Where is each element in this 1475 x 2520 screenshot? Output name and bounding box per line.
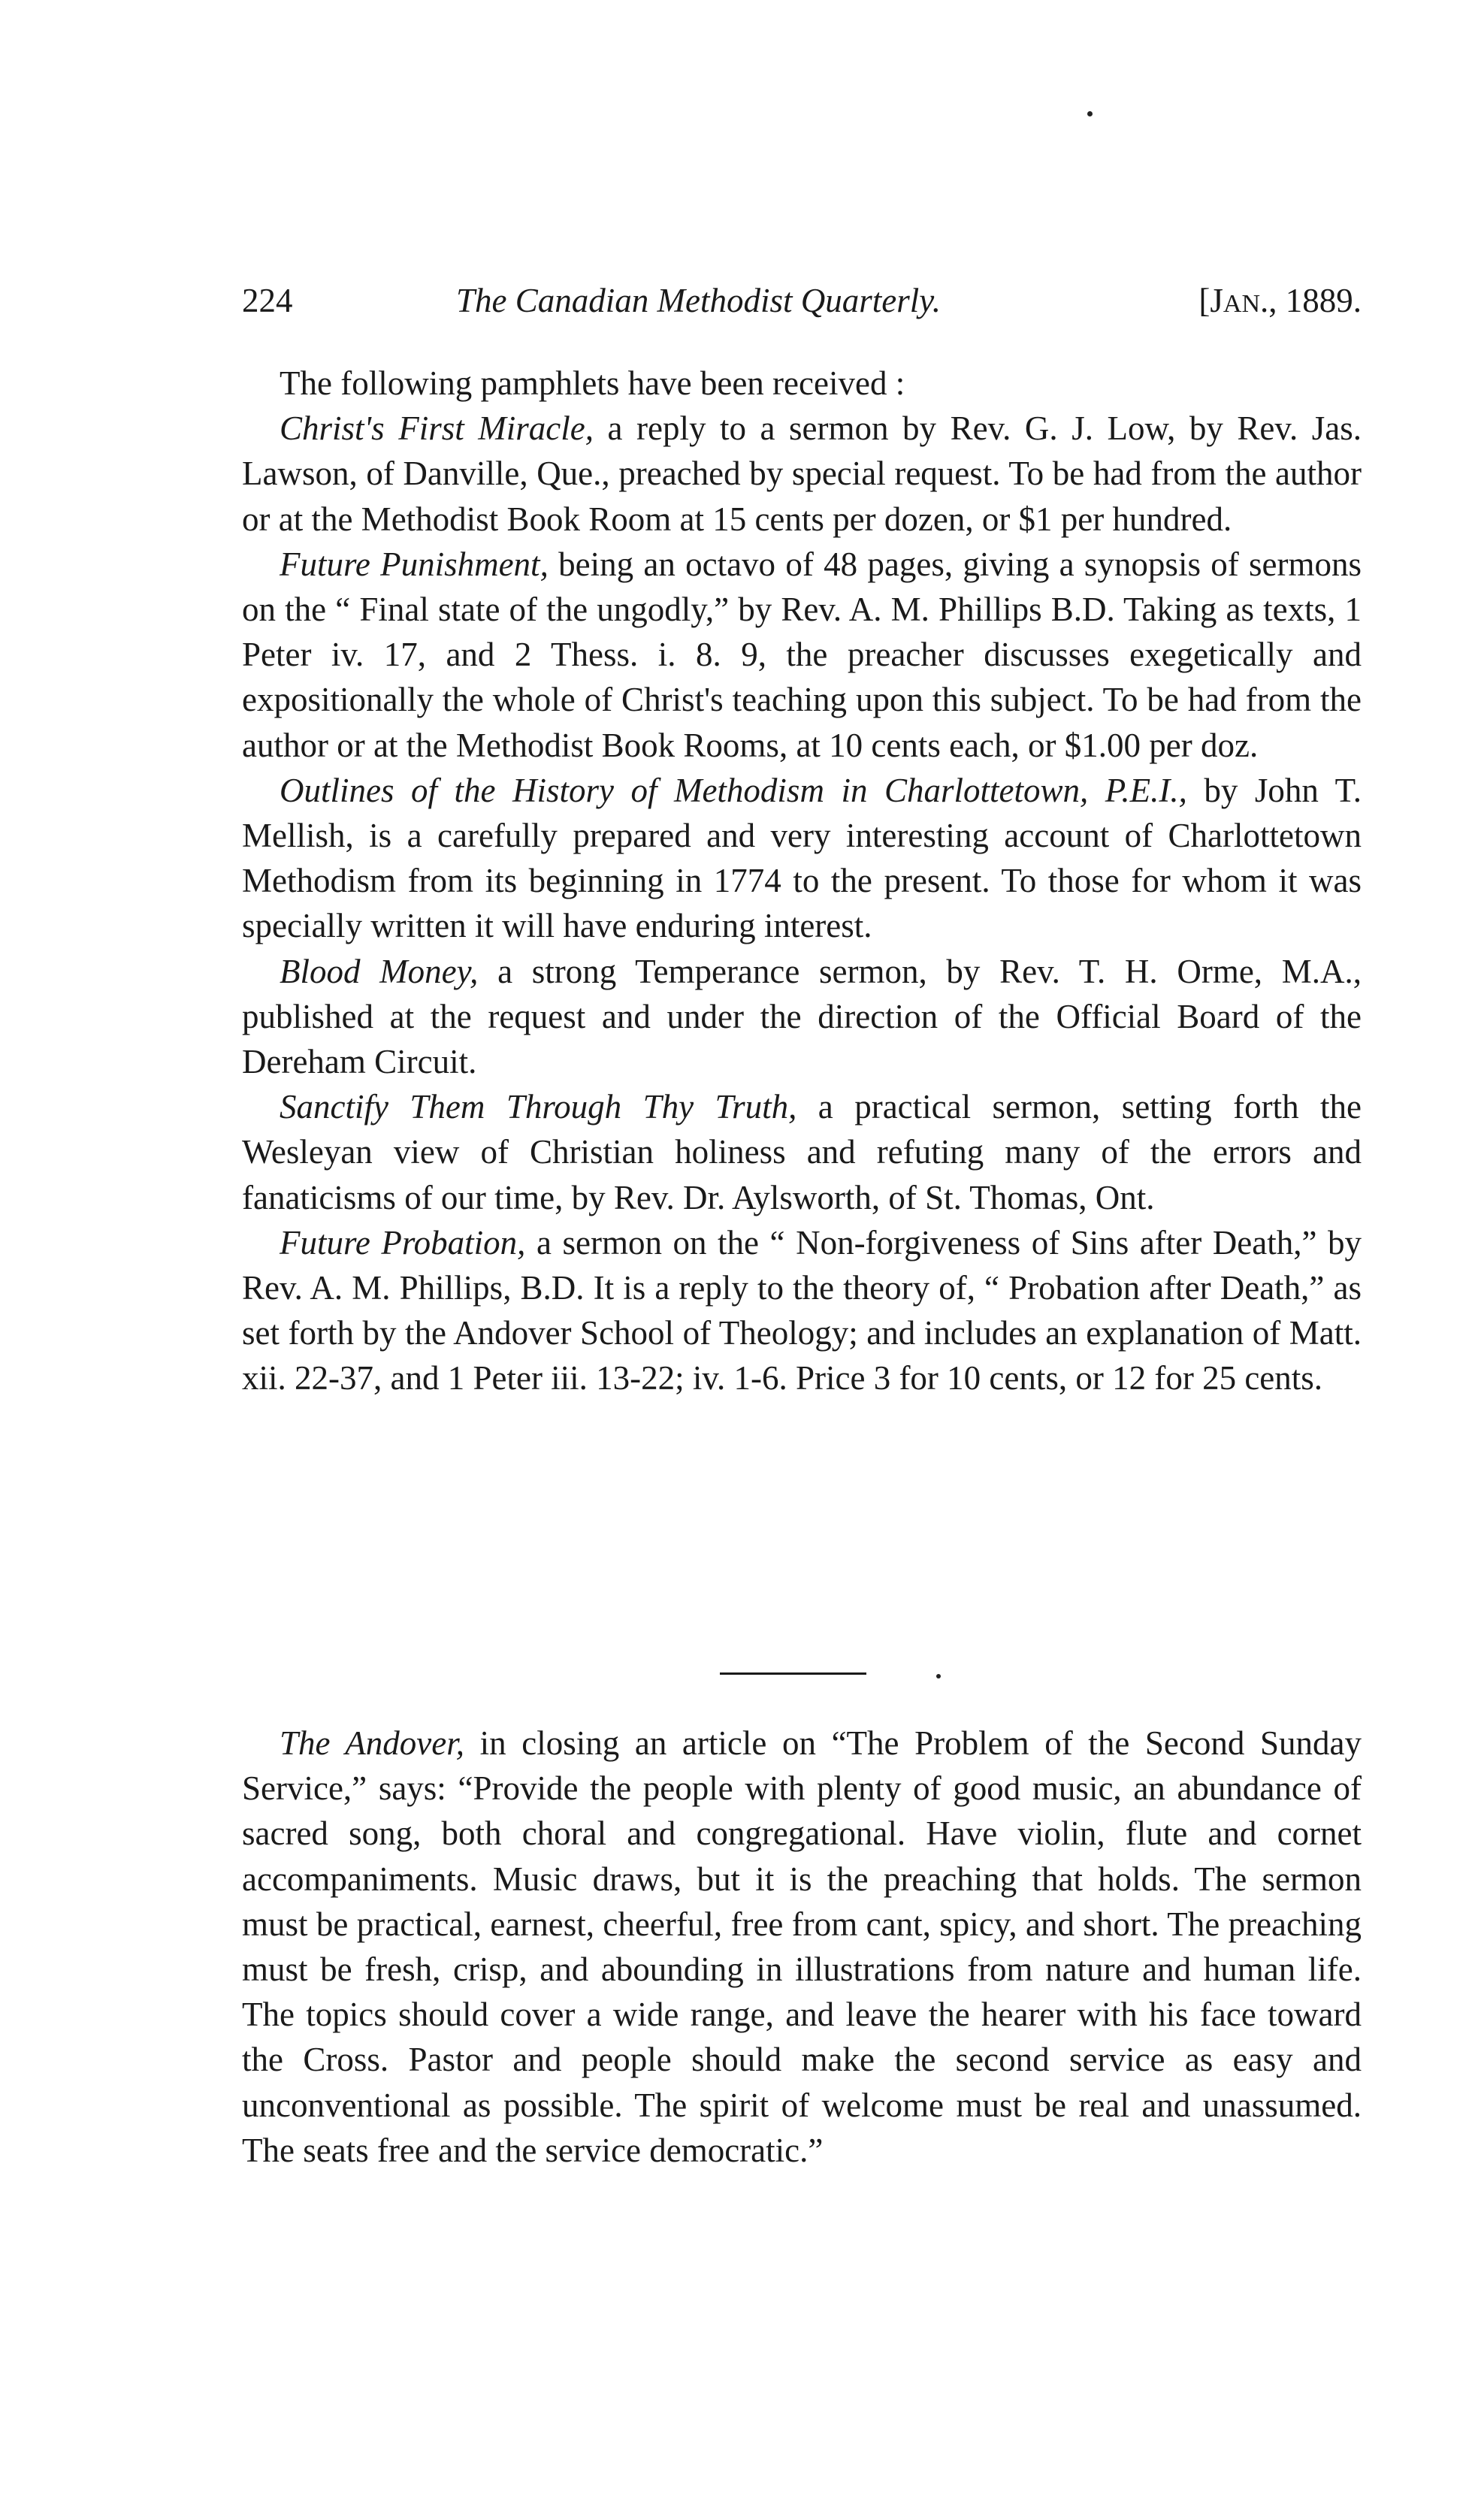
andover-title: The Andover, [280, 1724, 465, 1762]
pamphlet-title: Future Punishment, [280, 545, 549, 583]
issue-date-month: AN [1223, 290, 1260, 318]
pamphlet-entry [242, 542, 1362, 768]
pamphlet-entry [242, 768, 1362, 949]
pamphlet-title: Blood Money, [280, 952, 479, 990]
page-number: 224 [242, 282, 293, 319]
pamphlet-text: a sermon on the “ Non-forgiveness of Sins after Death,” by Rev. A. M. Phillips, B.D. It is a reply to the theory of, “ Probation after Death,” as set forth by the Andover School of Theology; and includes an explanation of Matt. xii. 22-37, and 1 Peter iii. 13-22; iv. 1-6. Price 3 for 10 cents, or 12 for 25 cents. [242, 1223, 1362, 1397]
pamphlet-entry [242, 949, 1362, 1085]
pamphlet-text: by John T. Mellish, is a carefully prepared and very interesting account of Charlottetown Methodism from its beginning in 1774 to the present. To those for whom it was specially written it will have enduring interest. [242, 771, 1362, 945]
andover-section [242, 1721, 1362, 2173]
ink-speck [936, 1674, 941, 1678]
pamphlet-entry [242, 406, 1362, 542]
andover-text: in closing an article on “The Problem of the Second Sunday Service,” says: “Provide the people with plenty of good music, an abundance of sacred song, both choral and congregational. Have violin, flute and cornet accompaniments. Music draws, but it is the preaching that holds. The sermon must be practical, earnest, cheerful, free from cant, spicy, and short. The preaching must be fresh, crisp, and abounding in illustrations from nature and human life. The topics should cover a wide range, and leave the hearer with his face toward the Cross. Pastor and people should make the second service as easy and unconventional as possible. The spirit of welcome must be real and unassumed. The seats free and the service democratic.” [242, 1724, 1362, 2169]
running-title: The Canadian Methodist Quarterly. [456, 282, 941, 319]
pamphlet-title: Future Probation, [280, 1223, 526, 1262]
pamphlet-title: Sanctify Them Through Thy Truth, [280, 1088, 797, 1126]
pamphlet-entry [242, 1220, 1362, 1401]
ink-speck [1087, 111, 1093, 116]
issue-date-open: [J [1198, 282, 1223, 319]
pamphlet-text: a reply to a sermon by Rev. G. J. Low, by Rev. Jas. Lawson, of Danville, Que., preached by special request. To be had from the author or at the Methodist Book Room at 15 cents per dozen, or $1 per hundred. [242, 409, 1362, 538]
pamphlet-title: Outlines of the History of Methodism in Charlottetown, P.E.I., [280, 771, 1187, 809]
issue-date [1198, 274, 1362, 331]
pamphlet-title: Christ's First Miracle, [280, 409, 594, 448]
running-header [242, 274, 1362, 327]
pamphlet-text: being an octavo of 48 pages, giving a synopsis of sermons on the “ Final state of the ungodly,” by Rev. A. M. Phillips B.D. Taking as texts, 1 Peter iv. 17, and 2 Thess. i. 8. 9, the preacher discusses exegetically and expositionally the whole of Christ's teaching upon this subject. To be had from the author or at the Methodist Book Rooms, at 10 cents each, or $1.00 per doz. [242, 545, 1362, 764]
pamphlet-entry [242, 1084, 1362, 1220]
section-divider [720, 1672, 866, 1675]
issue-date-rest: ., 1889. [1260, 282, 1362, 319]
pamphlet-text: a strong Temperance sermon, by Rev. T. H. Orme, M.A., published at the request and under the direction of the Official Board of the Dereham Circuit. [242, 952, 1362, 1081]
intro-paragraph: The following pamphlets have been received : [280, 364, 905, 402]
pamphlets-section [242, 361, 1362, 1401]
andover-paragraph [242, 1721, 1362, 2173]
pamphlet-text: a practical sermon, setting forth the Wesleyan view of Christian holiness and refuting many of the errors and fanaticisms of our time, by Rev. Dr. Aylsworth, of St. Thomas, Ont. [242, 1088, 1362, 1216]
